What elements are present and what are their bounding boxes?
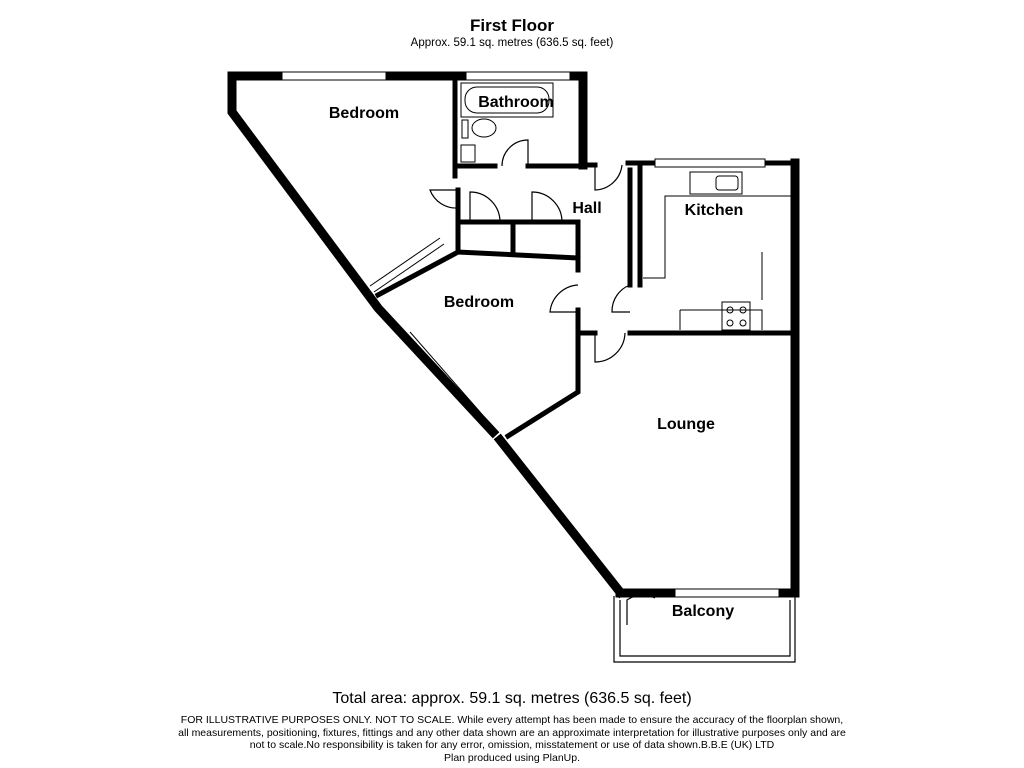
door-cupboard1 xyxy=(470,192,500,222)
wall-top-bathroom xyxy=(452,76,583,165)
room-label-hall: Hall xyxy=(572,200,602,217)
room-label-lounge: Lounge xyxy=(657,416,715,433)
room-label-balcony: Balcony xyxy=(671,603,735,620)
door-balcony xyxy=(627,595,655,625)
disclaimer-line: FOR ILLUSTRATIVE PURPOSES ONLY. NOT TO SCALE. While every attempt has been made to ensure the accuracy of the floorplan shown, xyxy=(180,714,844,726)
toilet xyxy=(472,119,496,137)
window-kitchen xyxy=(655,159,765,167)
window-bathroom xyxy=(466,72,570,80)
basin xyxy=(461,145,475,162)
room-label-bedroom2: Bedroom xyxy=(443,294,515,311)
door-bathroom xyxy=(502,140,528,166)
disclaimer-line: not to scale.No responsibility is taken for any error, omission, misstatement or use of data shown.B.B.E (UK) LTD xyxy=(249,739,775,751)
room-label-bedroom1: Bedroom xyxy=(328,105,400,122)
wall-bedroom2-right xyxy=(508,310,578,436)
window-lounge xyxy=(675,589,779,597)
door-lounge xyxy=(595,333,625,362)
hob xyxy=(722,302,750,330)
total-area: Total area: approx. 59.1 sq. metres (636.5 sq. feet) xyxy=(332,690,692,707)
room-label-kitchen: Kitchen xyxy=(684,202,744,219)
window-bedroom1 xyxy=(282,72,386,80)
disclaimer-line: all measurements, positioning, fixtures, fittings and any other data shown are an approximate interpretation for illustrative purposes only and are xyxy=(178,726,846,739)
wall-lower-diagonal xyxy=(500,440,620,592)
door-cupboard2 xyxy=(532,192,562,222)
plan-subtitle: Approx. 59.1 sq. metres (636.5 sq. feet) xyxy=(410,37,614,49)
door-bedroom1 xyxy=(430,190,458,208)
room-label-bathroom: Bathroom xyxy=(478,94,554,111)
door-bedroom2 xyxy=(550,285,578,312)
door-kitchen xyxy=(612,285,630,312)
disclaimer xyxy=(150,714,874,764)
doors xyxy=(430,140,655,625)
plan-title: First Floor xyxy=(469,16,555,35)
wall-cupboards xyxy=(458,222,578,270)
wall-bedroom2-top xyxy=(378,252,578,295)
kitchen-fixtures xyxy=(643,172,792,330)
disclaimer-line: Plan produced using PlanUp. xyxy=(443,751,580,764)
door-hall-entry xyxy=(595,165,622,190)
